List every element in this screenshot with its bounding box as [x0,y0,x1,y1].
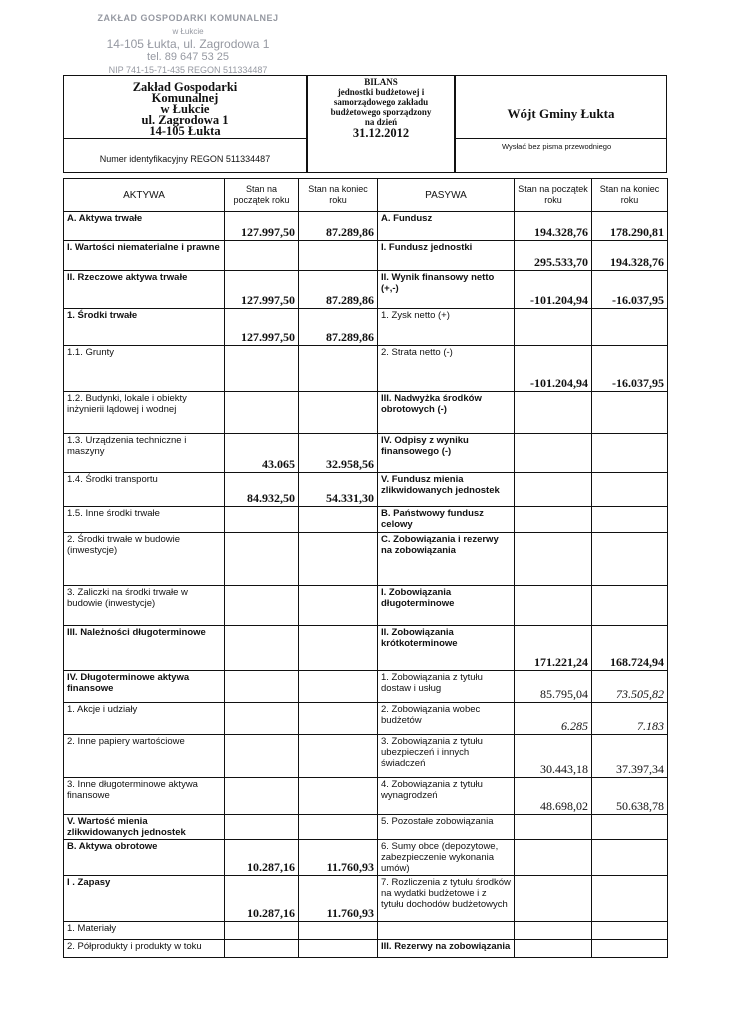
table-row [64,309,668,346]
document-title [308,77,454,139]
liability-label: IV. Odpisy z wyniku finansowego (-) [378,434,515,473]
asset-label: 2. Środki trwałe w budowie (inwestycje) [64,533,225,586]
liability-end-value [592,815,668,840]
asset-end-value: 11.760,93 [299,876,378,922]
asset-start-value [225,507,299,533]
stamp-line-1: ZAKŁAD GOSPODARKI KOMUNALNEJ [97,13,279,23]
liability-end-value [592,309,668,346]
liability-end-value: 194.328,76 [592,241,668,271]
asset-label: 1. Akcje i udziały [64,703,225,735]
asset-start-value [225,703,299,735]
asset-end-value [299,241,378,271]
asset-end-value [299,940,378,958]
liability-end-value [592,473,668,507]
col-aktywa: AKTYWA [64,179,225,212]
liability-label [378,922,515,940]
document-title-box [307,75,455,173]
company-stamp [88,12,288,77]
stamp-line-3: 14-105 Łukta, ul. Zagrodowa 1 [106,37,270,51]
table-row [64,473,668,507]
table-row [64,507,668,533]
table-row [64,586,668,626]
liability-label: 1. Zysk netto (+) [378,309,515,346]
asset-end-value: 87.289,86 [299,309,378,346]
delivery-note: Wysłać bez pisma przewodniego [502,142,612,151]
asset-end-value [299,735,378,778]
liability-end-value [592,922,668,940]
liability-start-value [515,815,592,840]
liability-label: 3. Zobowiązania z tytułu ubezpieczeń i innych świadczeń [378,735,515,778]
title-line: BILANS [364,77,398,87]
asset-start-value: 10.287,16 [225,876,299,922]
liability-start-value [515,922,592,940]
asset-label: III. Należności długoterminowe [64,626,225,671]
asset-end-value [299,533,378,586]
liability-label: 2. Strata netto (-) [378,346,515,392]
regon-number: Numer identyfikacyjny REGON 511334487 [99,154,271,164]
liability-label: C. Zobowiązania i rezerwy na zobowiązania [378,533,515,586]
stamp-line-5: NIP 741-15-71-435 REGON 511334487 [108,65,268,75]
liability-end-value: 50.638,78 [592,778,668,815]
asset-end-value: 11.760,93 [299,840,378,876]
asset-label: I . Zapasy [64,876,225,922]
asset-label: 1.3. Urządzenia techniczne i maszyny [64,434,225,473]
org-line: ul. Zagrodowa 1 [141,113,229,127]
asset-start-value [225,533,299,586]
asset-label: I. Wartości niematerialne i prawne [64,241,225,271]
asset-start-value [225,922,299,940]
col-start-2: Stan na początek roku [515,179,592,212]
stamp-line-2: w Łukcie [172,27,204,36]
liability-end-value: 7.183 [592,703,668,735]
organization-box [63,75,307,173]
liability-start-value: 48.698,02 [515,778,592,815]
asset-start-value [225,815,299,840]
organization-name [64,82,306,137]
org-line: Zakład Gospodarki [132,80,238,94]
asset-label: 1.5. Inne środki trwałe [64,507,225,533]
title-line: samorządowego zakładu [333,97,429,107]
liability-end-value: -16.037,95 [592,346,668,392]
liability-end-value [592,840,668,876]
balance-sheet-table [63,178,668,958]
liability-start-value [515,533,592,586]
liability-start-value [515,473,592,507]
liability-end-value [592,586,668,626]
table-row [64,212,668,241]
asset-label: 1. Środki trwałe [64,309,225,346]
asset-end-value [299,626,378,671]
asset-start-value: 10.287,16 [225,840,299,876]
table-row [64,778,668,815]
table-row [64,533,668,586]
liability-label: 7. Rozliczenia z tytułu środków na wydatki budżetowe i z tytułu dochodów budżetowych [378,876,515,922]
table-row [64,346,668,392]
asset-label: B. Aktywa obrotowe [64,840,225,876]
liability-start-value [515,876,592,922]
asset-end-value [299,815,378,840]
document-date: 31.12.2012 [352,126,410,140]
table-row [64,271,668,309]
liability-start-value: 171.221,24 [515,626,592,671]
table-row [64,735,668,778]
asset-start-value: 43.065 [225,434,299,473]
liability-start-value [515,392,592,434]
asset-end-value: 87.289,86 [299,271,378,309]
liability-start-value [515,507,592,533]
liability-end-value: 168.724,94 [592,626,668,671]
asset-label: A. Aktywa trwałe [64,212,225,241]
title-line: budżetowego sporządzony [330,107,432,117]
asset-start-value: 84.932,50 [225,473,299,507]
liability-label: 5. Pozostałe zobowiązania [378,815,515,840]
table-row [64,671,668,703]
asset-start-value: 127.997,50 [225,309,299,346]
table-row [64,626,668,671]
liability-end-value: 37.397,34 [592,735,668,778]
liability-start-value [515,940,592,958]
table-row [64,840,668,876]
col-start: Stan na początek roku [225,179,299,212]
asset-end-value [299,392,378,434]
asset-start-value: 127.997,50 [225,271,299,309]
table-row [64,815,668,840]
asset-start-value [225,346,299,392]
asset-end-value [299,507,378,533]
recipient-name: Wójt Gminy Łukta [507,106,615,121]
liability-label: 2. Zobowiązania wobec budżetów [378,703,515,735]
asset-end-value [299,778,378,815]
liability-start-value: -101.204,94 [515,271,592,309]
table-row [64,940,668,958]
recipient-box [455,75,667,173]
table-row [64,703,668,735]
asset-label: II. Rzeczowe aktywa trwałe [64,271,225,309]
asset-start-value [225,940,299,958]
asset-label: 1.2. Budynki, lokale i obiekty inżynierii lądowej i wodnej [64,392,225,434]
liability-end-value: 178.290,81 [592,212,668,241]
liability-label: 1. Zobowiązania z tytułu dostaw i usług [378,671,515,703]
asset-label: 1.1. Grunty [64,346,225,392]
liability-start-value: -101.204,94 [515,346,592,392]
liability-label: 4. Zobowiązania z tytułu wynagrodzeń [378,778,515,815]
asset-start-value [225,671,299,703]
liability-start-value [515,840,592,876]
liability-start-value [515,586,592,626]
liability-label: 6. Sumy obce (depozytowe, zabezpieczenie wykonania umów) [378,840,515,876]
asset-start-value [225,392,299,434]
liability-start-value: 295.533,70 [515,241,592,271]
asset-end-value: 87.289,86 [299,212,378,241]
asset-start-value [225,735,299,778]
col-end-2: Stan na koniec roku [592,179,668,212]
liability-label: III. Rezerwy na zobowiązania [378,940,515,958]
asset-label: 1.4. Środki transportu [64,473,225,507]
table-row [64,434,668,473]
liability-label: II. Zobowiązania krótkoterminowe [378,626,515,671]
liability-end-value: 73.505,82 [592,671,668,703]
asset-end-value [299,346,378,392]
liability-start-value: 85.795,04 [515,671,592,703]
asset-label: 3. Inne długoterminowe aktywa finansowe [64,778,225,815]
liability-end-value [592,392,668,434]
table-row [64,876,668,922]
asset-end-value [299,671,378,703]
asset-end-value [299,703,378,735]
asset-end-value: 54.331,30 [299,473,378,507]
org-line: w Łukcie [160,102,210,116]
liability-start-value: 194.328,76 [515,212,592,241]
table-row [64,922,668,940]
asset-end-value [299,922,378,940]
table-row [64,392,668,434]
asset-label: 3. Zaliczki na środki trwałe w budowie (inwestycje) [64,586,225,626]
asset-label: IV. Długoterminowe aktywa finansowe [64,671,225,703]
table-row [64,241,668,271]
liability-label: I. Zobowiązania długoterminowe [378,586,515,626]
liability-end-value [592,533,668,586]
liability-end-value [592,507,668,533]
liability-start-value: 6.285 [515,703,592,735]
liability-end-value [592,940,668,958]
asset-label: 2. Inne papiery wartościowe [64,735,225,778]
asset-start-value [225,626,299,671]
org-line: Komunalnej [151,91,219,105]
liability-label: I. Fundusz jednostki [378,241,515,271]
title-line: jednostki budżetowej i [337,87,425,97]
asset-start-value [225,778,299,815]
asset-start-value [225,586,299,626]
liability-label: III. Nadwyżka środków obrotowych (-) [378,392,515,434]
asset-end-value: 32.958,56 [299,434,378,473]
liability-label: B. Państwowy fundusz celowy [378,507,515,533]
asset-label: V. Wartość mienia zlikwidowanych jednostek [64,815,225,840]
liability-start-value: 30.443,18 [515,735,592,778]
asset-start-value: 127.997,50 [225,212,299,241]
liability-end-value [592,876,668,922]
stamp-line-4: tel. 89 647 53 25 [147,51,229,63]
liability-label: A. Fundusz [378,212,515,241]
liability-label: V. Fundusz mienia zlikwidowanych jednostek [378,473,515,507]
org-line: 14-105 Łukta [149,124,221,138]
liability-start-value [515,309,592,346]
asset-end-value [299,586,378,626]
liability-label: II. Wynik finansowy netto (+,-) [378,271,515,309]
liability-end-value [592,434,668,473]
col-end: Stan na koniec roku [299,179,378,212]
col-pasywa: PASYWA [378,179,515,212]
title-line: na dzień [364,117,398,127]
asset-label: 1. Materiały [64,922,225,940]
liability-end-value: -16.037,95 [592,271,668,309]
liability-start-value [515,434,592,473]
asset-start-value [225,241,299,271]
asset-label: 2. Półprodukty i produkty w toku [64,940,225,958]
